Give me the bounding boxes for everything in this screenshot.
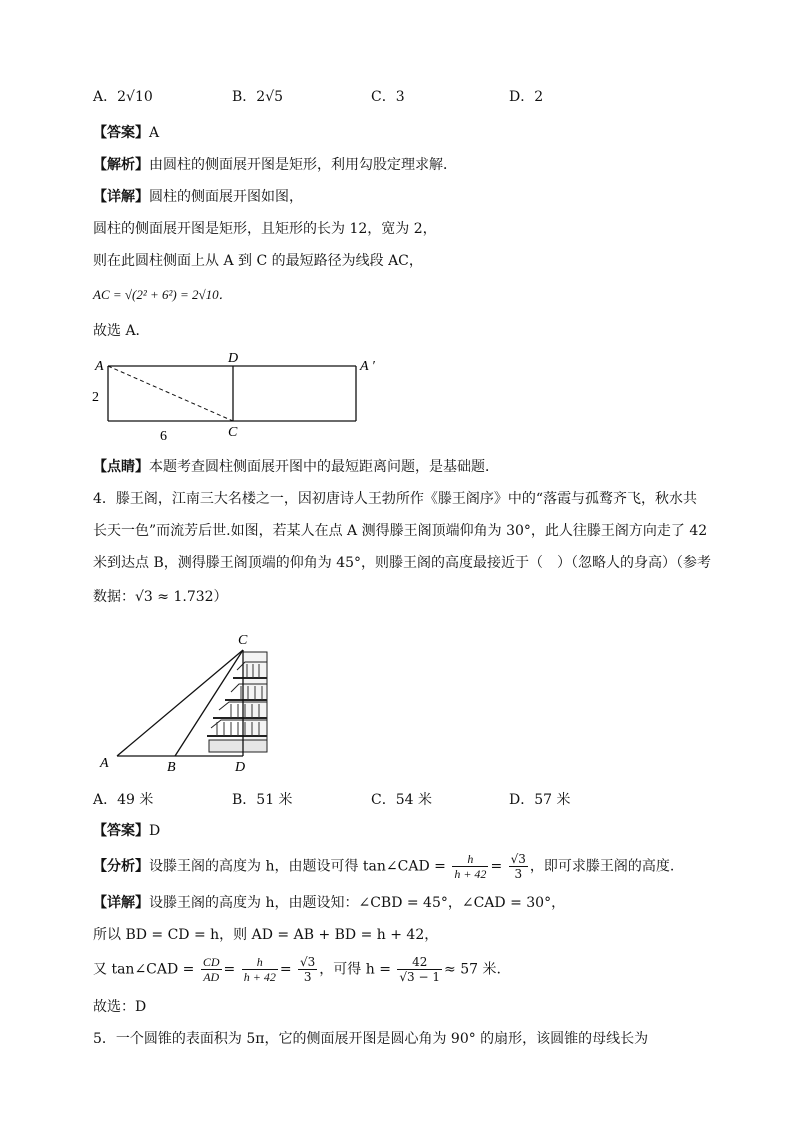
- q3-comment: 【点睛】本题考查圆柱侧面展开图中的最短距离问题，是基础题．: [93, 459, 499, 475]
- q4-option-c: C．54 米: [371, 792, 432, 808]
- q3-analysis: 【解析】由圆柱的侧面展开图是矩形，利用勾股定理求解．: [93, 157, 457, 173]
- q4-pavilion-figure: [95, 630, 275, 775]
- pavilion-illustration: [207, 652, 267, 752]
- label-width: 2: [92, 390, 99, 405]
- q3-option-b: B．2√5: [232, 89, 284, 105]
- q4-option-b: B．51 米: [232, 792, 293, 808]
- q4-line1: 所以 BD = CD = h，则 AD = AB + BD = h + 42，: [93, 927, 439, 943]
- q4-stem-2: 长天一色”而流芳后世.如图，若某人在点 A 测得滕王阁顶端仰角为 30°，此人往滕王阁方向走了 42: [93, 523, 708, 539]
- q5-stem: 5．一个圆锥的表面积为 5π，它的侧面展开图是圆心角为 90° 的扇形，该圆锥的母线长为: [93, 1031, 649, 1047]
- label-c: C: [238, 633, 248, 648]
- label-length: 6: [160, 429, 167, 440]
- fraction: $\frac{CD}{AD}$: [202, 955, 220, 984]
- label-a-prime: A ′: [360, 359, 375, 374]
- q4-line2: 又 tan∠CAD = $\frac{CD}{AD}$ = $\frac{h}{h + 42}$ = $\frac{√3}{3}$ ，可得 h = $\frac{42}{√3 - 1}$ ≈ 57 米.: [93, 955, 501, 984]
- q4-stem-4: 数据：√3 ≈ 1.732）: [93, 589, 228, 605]
- label-a: A: [95, 359, 104, 374]
- label-a: A: [100, 756, 109, 771]
- label-d: D: [228, 351, 239, 366]
- q3-formula: AC = √(2² + 6²) = 2√10．: [93, 287, 232, 302]
- label-c: C: [228, 425, 238, 440]
- q3-line2: 则在此圆柱侧面上从 A 到 C 的最短路径为线段 AC，: [93, 253, 423, 269]
- q3-option-d: D．2: [509, 89, 544, 105]
- fraction: $\frac{√3}{3}$: [510, 852, 526, 881]
- q3-line1: 圆柱的侧面展开图是矩形，且矩形的长为 12，宽为 2，: [93, 221, 437, 237]
- q3-select: 故选 A．: [93, 323, 150, 339]
- segment-ac-dashed: [108, 366, 233, 421]
- q4-answer: 【答案】D: [93, 823, 161, 839]
- q4-option-a: A．49 米: [93, 792, 154, 808]
- q4-analysis: 【分析】设滕王阁的高度为 h，由题设可得 tan∠CAD = $\frac{h}{h + 42}$ = $\frac{√3}{3}$ ，即可求滕王阁的高度.: [93, 852, 675, 881]
- q4-select: 故选：D: [93, 999, 147, 1015]
- q3-option-a: A．2√10: [93, 89, 153, 105]
- q4-stem-1: 4．滕王阁，江南三大名楼之一，因初唐诗人王勃所作《滕王阁序》中的“落霞与孤鹜齐飞，秋水共: [93, 491, 698, 507]
- q4-detail: 【详解】设滕王阁的高度为 h，由题设知：∠CBD = 45°，∠CAD = 30°，: [93, 895, 566, 911]
- q4-option-d: D．57 米: [509, 792, 571, 808]
- fraction: $\frac{h}{h + 42}$: [243, 955, 276, 984]
- q3-rectangle-figure: [88, 348, 388, 440]
- fraction: $\frac{√3}{3}$: [300, 955, 316, 984]
- fraction: $\frac{42}{√3 - 1}$: [399, 955, 441, 984]
- q3-detail: 【详解】圆柱的侧面展开图如图，: [93, 189, 303, 205]
- label-d: D: [235, 760, 246, 775]
- fraction: $\frac{h}{h + 42}$: [454, 852, 487, 881]
- label-b: B: [167, 760, 176, 775]
- q3-option-c: C．3: [371, 89, 405, 105]
- q3-answer: 【答案】A: [93, 125, 160, 141]
- q4-stem-3: 米到达点 B，测得滕王阁顶端的仰角为 45°，则滕王阁的高度最接近于（ ）（忽略人的身高）（参考: [93, 555, 712, 571]
